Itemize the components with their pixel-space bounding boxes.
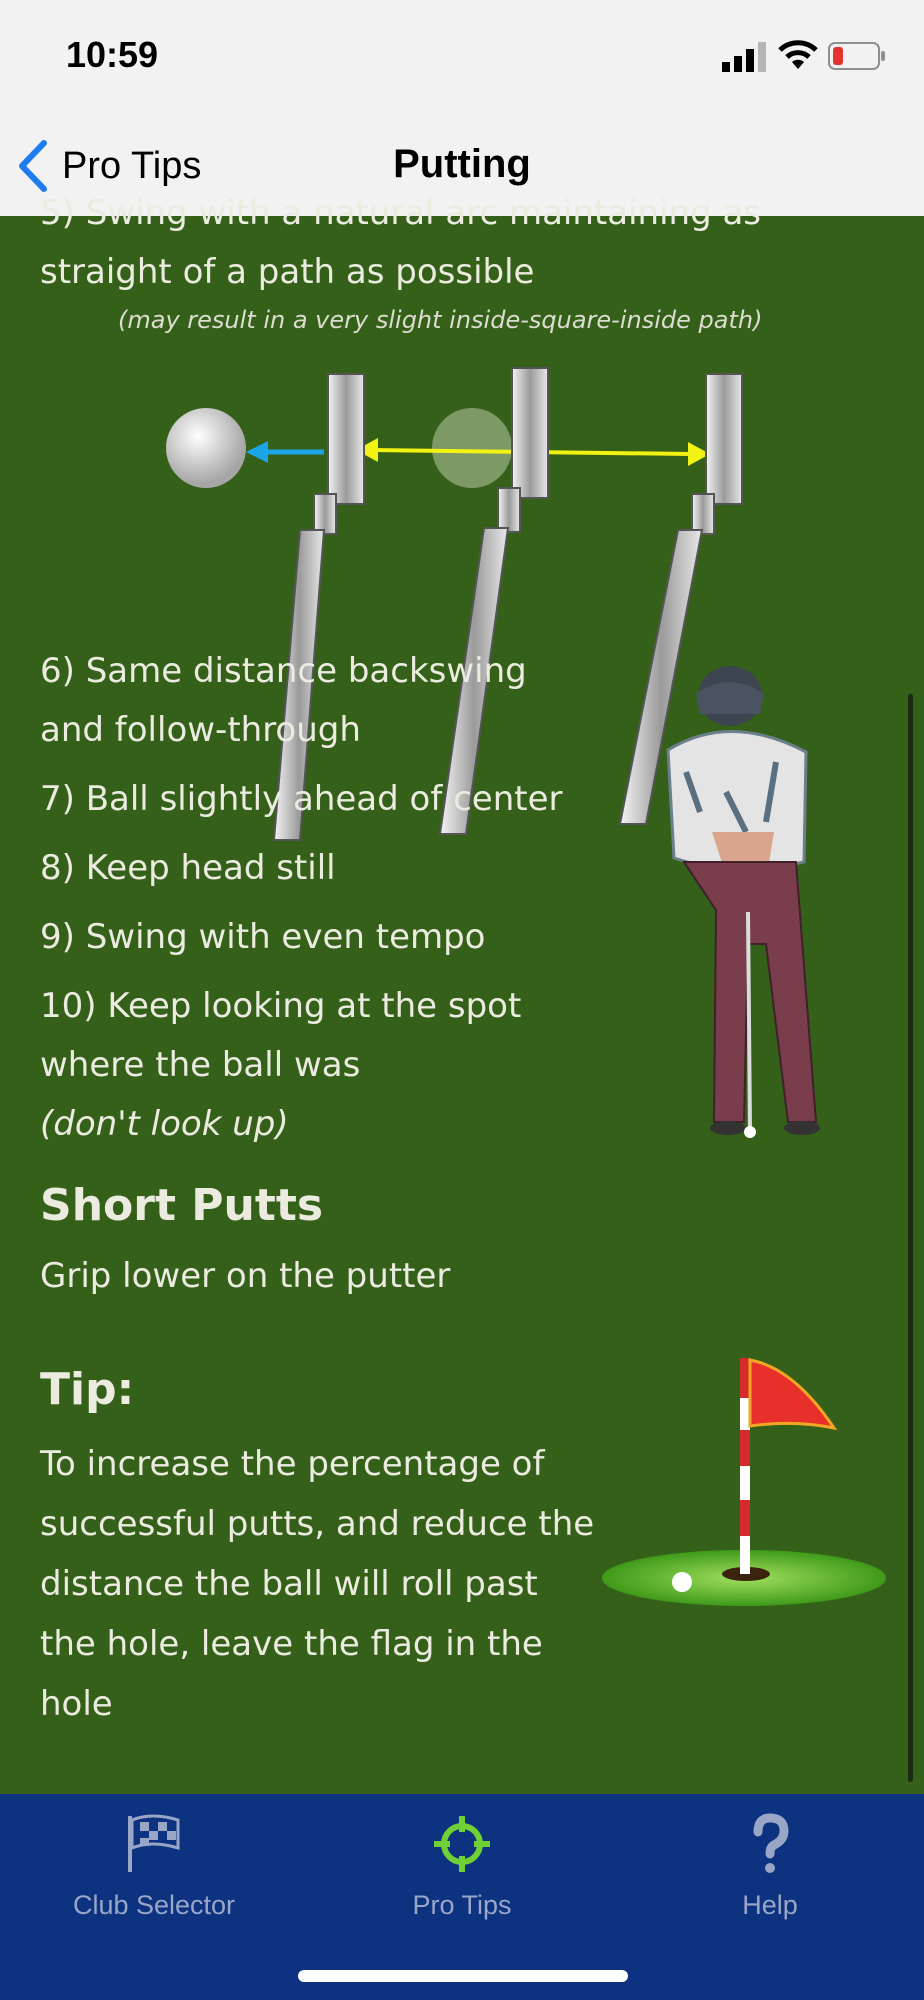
home-indicator[interactable] (298, 1970, 628, 1982)
ghost-ball-icon (432, 408, 512, 488)
tip-heading: Tip: (40, 1364, 135, 1415)
tip-5-line-1: 5) Swing with a natural arc maintaining as (40, 193, 762, 233)
list-item: where the ball was (40, 1045, 361, 1085)
list-item: 10) Keep looking at the spot (40, 986, 522, 1026)
wifi-icon (778, 38, 818, 72)
status-bar (0, 0, 924, 110)
status-time: 10:59 (66, 34, 159, 75)
putting-tips-list (40, 642, 630, 1154)
list-item: 7) Ball slightly ahead of center (40, 779, 563, 819)
tip-5-caption: (may result in a very slight inside-square-inside path) (118, 306, 763, 334)
tab-club-selector[interactable] (0, 1812, 308, 1921)
tip-5-line-2: straight of a path as possible (40, 252, 535, 292)
short-putts-text: Grip lower on the putter (40, 1256, 451, 1296)
flagstick-in-hole-illustration (594, 1350, 894, 1630)
list-item: and follow-through (40, 710, 361, 750)
checkered-flag-icon (122, 1812, 186, 1876)
putting-tips-content[interactable] (0, 193, 924, 1794)
list-item: 8) Keep head still (40, 848, 336, 888)
tab-help[interactable] (616, 1812, 924, 1921)
short-putts-heading: Short Putts (40, 1180, 324, 1231)
tip-text: To increase the percentage of successful putts, and reduce the distance the ball will roll past the hole, leave the flag in the hole (40, 1444, 595, 1724)
golfer-putting-illustration (656, 662, 836, 1142)
tab-label: Help (742, 1890, 798, 1920)
cellular-signal-icon (722, 40, 768, 74)
battery-low-icon (828, 40, 886, 72)
scrollbar[interactable] (908, 694, 913, 1782)
list-item: 6) Same distance backswing (40, 651, 527, 691)
question-mark-icon (738, 1812, 802, 1876)
list-item: (don't look up) (40, 1104, 289, 1144)
back-button-label: Pro Tips (62, 144, 202, 187)
golf-ball-icon (166, 408, 246, 488)
tab-pro-tips[interactable] (308, 1812, 616, 1921)
crosshair-icon (430, 1812, 494, 1876)
list-item: 9) Swing with even tempo (40, 917, 486, 957)
page-title: Putting (393, 142, 531, 186)
tab-label: Club Selector (72, 1890, 236, 1920)
tab-label: Pro Tips (412, 1890, 512, 1920)
